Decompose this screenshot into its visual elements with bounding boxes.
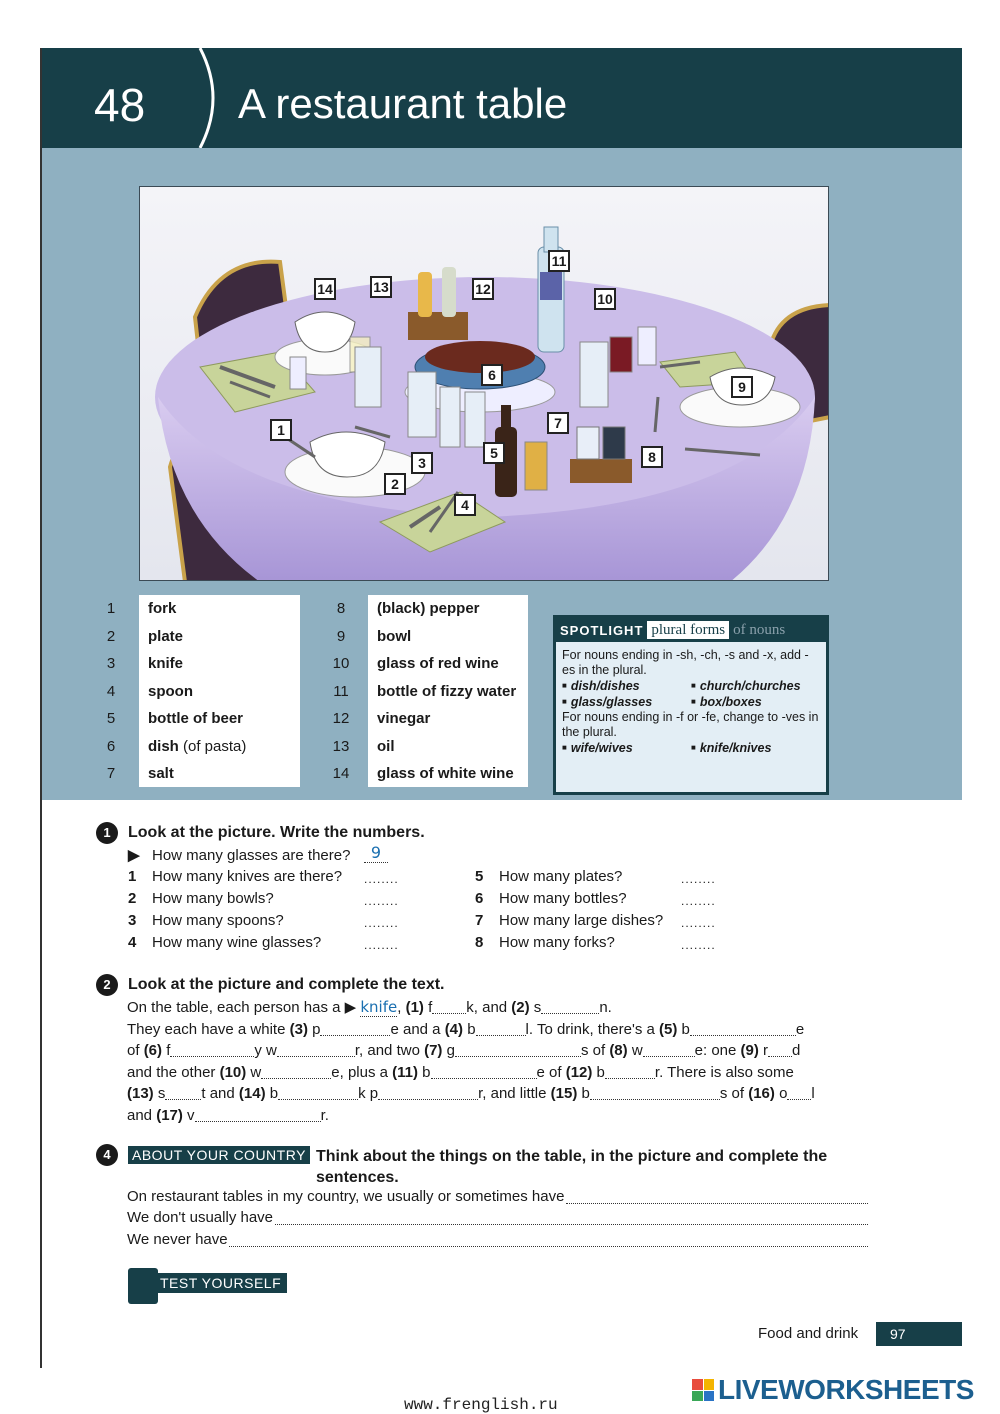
watermark-url: www.frenglish.ru bbox=[404, 1396, 558, 1414]
vocab-number: 14 bbox=[332, 765, 350, 782]
vocab-number: 8 bbox=[336, 600, 346, 617]
answer-blank[interactable]: ........ bbox=[364, 916, 399, 930]
exercise-1-number: 1 bbox=[96, 822, 118, 844]
exercise-1-question bbox=[475, 934, 615, 951]
picture-label-2: 2 bbox=[384, 473, 406, 495]
spotlight-example: ■ box/boxes bbox=[691, 694, 820, 710]
gap-13[interactable] bbox=[165, 1086, 201, 1100]
header-bracket-icon bbox=[192, 48, 232, 148]
exercise-4-number: 4 bbox=[96, 1144, 118, 1166]
vocab-word: oil bbox=[377, 737, 395, 755]
gap-12[interactable] bbox=[605, 1065, 655, 1079]
exercise-4-title-text: Think about the things on the table, in the picture and complete the sentences. bbox=[316, 1148, 828, 1186]
vocab-word: bowl bbox=[377, 627, 412, 645]
vocab-number: 7 bbox=[106, 765, 116, 782]
vocab-word: plate bbox=[148, 627, 184, 645]
picture-label-6: 6 bbox=[481, 364, 503, 386]
question-number: 5 bbox=[475, 868, 484, 885]
exercise-1-example bbox=[128, 846, 350, 864]
exercise-1-question bbox=[475, 912, 663, 929]
spotlight-examples-3 bbox=[562, 740, 820, 756]
vocab-number: 12 bbox=[332, 710, 350, 727]
spotlight-title: plural forms bbox=[647, 621, 729, 639]
question-text: How many forks? bbox=[499, 934, 615, 951]
exercise-2-text: On the table, each person has a ▶ knife, (1) f k, and (2) s n. They each have a white (3) p e and a (4) b l. To drink, there's a (5) b e of (6) f y w r, and two (7) g s of (8) w e: one (9) r d and the other (10) w e, plus a (11) b e of (12) b r. There is also some (13) s t and (14) b k p r, and little (15) b s of (16) o l and (17) v r. bbox=[127, 998, 815, 1124]
exercise-4-answer-3[interactable] bbox=[229, 1246, 868, 1247]
gap-6a[interactable] bbox=[170, 1043, 254, 1057]
picture-label-13: 13 bbox=[370, 276, 392, 298]
picture-label-9: 9 bbox=[731, 376, 753, 398]
question-number: 3 bbox=[128, 912, 137, 929]
question-text: How many spoons? bbox=[152, 912, 284, 929]
gap-8[interactable] bbox=[643, 1043, 695, 1057]
gap-11[interactable] bbox=[431, 1065, 537, 1079]
answer-blank[interactable]: ........ bbox=[364, 938, 399, 952]
picture-label-1: 1 bbox=[270, 419, 292, 441]
picture-label-12: 12 bbox=[472, 278, 494, 300]
gap-14b[interactable] bbox=[378, 1086, 478, 1100]
restaurant-table-illustration bbox=[139, 186, 829, 581]
question-text: How many glasses are there? bbox=[152, 847, 351, 864]
exercise-1-question bbox=[128, 934, 321, 951]
question-number: 1 bbox=[128, 868, 137, 885]
gap-9[interactable] bbox=[768, 1043, 792, 1057]
vocab-word: bottle of beer bbox=[148, 710, 244, 727]
question-text: How many large dishes? bbox=[499, 912, 664, 929]
answer-blank[interactable]: ........ bbox=[364, 894, 399, 908]
vocab-number: 6 bbox=[106, 737, 116, 755]
exercise-1-title: Look at the picture. Write the numbers. bbox=[128, 824, 425, 841]
vocab-word: spoon bbox=[148, 682, 193, 700]
picture-label-8: 8 bbox=[641, 446, 663, 468]
spotlight-box bbox=[553, 615, 829, 795]
exercise-1-question bbox=[128, 890, 274, 907]
exercise-1-question bbox=[475, 868, 622, 885]
gap-7[interactable] bbox=[455, 1043, 581, 1057]
vocab-number: 9 bbox=[336, 627, 346, 645]
question-text: How many bottles? bbox=[499, 890, 627, 907]
spotlight-example: ■ dish/dishes bbox=[562, 678, 691, 694]
vocab-number: 13 bbox=[332, 737, 350, 755]
question-number: 4 bbox=[128, 934, 137, 951]
gap-4[interactable] bbox=[476, 1022, 526, 1036]
vocab-word: dish (of pasta) bbox=[148, 737, 247, 755]
gap-16[interactable] bbox=[787, 1086, 811, 1100]
answer-blank[interactable]: ........ bbox=[681, 872, 716, 886]
exercise-1-question bbox=[128, 868, 342, 885]
question-number: 8 bbox=[475, 934, 484, 951]
vocab-number: 3 bbox=[106, 655, 116, 672]
exercise-4-title bbox=[316, 1146, 846, 1188]
test-yourself-label: TEST YOURSELF bbox=[154, 1273, 287, 1293]
exercise-4-answer-2[interactable] bbox=[275, 1224, 868, 1225]
vocab-number: 4 bbox=[106, 682, 116, 700]
answer-blank[interactable]: ........ bbox=[364, 872, 399, 886]
spotlight-title-faded: of nouns bbox=[733, 621, 786, 638]
play-arrow-icon: ▶ bbox=[128, 847, 140, 864]
exercise-1-question bbox=[475, 890, 627, 907]
spotlight-examples-2 bbox=[562, 694, 820, 710]
footer-section: Food and drink bbox=[758, 1325, 859, 1342]
vocab-number: 11 bbox=[333, 682, 349, 700]
vocab-number: 5 bbox=[106, 710, 116, 727]
exercise-4-line-2: We don't usually have bbox=[127, 1209, 274, 1226]
exercise-2-number: 2 bbox=[96, 974, 118, 996]
spotlight-examples-1 bbox=[562, 678, 820, 694]
picture-label-10: 10 bbox=[594, 288, 616, 310]
question-text: How many knives are there? bbox=[152, 868, 343, 885]
liveworksheets-wordmark: LIVEWORKSHEETS bbox=[718, 1374, 974, 1405]
question-number: 2 bbox=[128, 890, 137, 907]
vocab-word: bottle of fizzy water bbox=[377, 682, 517, 700]
picture-label-14: 14 bbox=[314, 278, 336, 300]
liveworksheets-icon bbox=[692, 1379, 714, 1401]
exercise-1-question bbox=[128, 912, 284, 929]
liveworksheets-logo bbox=[692, 1374, 974, 1406]
spotlight-header bbox=[556, 618, 826, 642]
about-your-country-tag: ABOUT YOUR COUNTRY bbox=[128, 1146, 310, 1164]
answer-blank[interactable]: ........ bbox=[681, 894, 716, 908]
vocab-number: 10 bbox=[332, 655, 350, 672]
vocab-word: glass of white wine bbox=[377, 765, 514, 782]
picture-label-7: 7 bbox=[547, 412, 569, 434]
gap-15[interactable] bbox=[590, 1086, 720, 1100]
spotlight-example: ■ wife/wives bbox=[562, 740, 691, 756]
spotlight-label: SPOTLIGHT bbox=[560, 622, 644, 638]
question-text: How many bowls? bbox=[152, 890, 274, 907]
question-number: 7 bbox=[475, 912, 484, 929]
spotlight-example: ■ glass/glasses bbox=[562, 694, 691, 710]
picture-label-5: 5 bbox=[483, 442, 505, 464]
gap-5[interactable] bbox=[690, 1022, 796, 1036]
unit-number: 48 bbox=[94, 79, 146, 131]
picture-label-4: 4 bbox=[454, 494, 476, 516]
question-text: How many plates? bbox=[499, 868, 623, 885]
gap-14a[interactable] bbox=[278, 1086, 358, 1100]
example-fill: knife bbox=[360, 998, 398, 1016]
vocab-word: knife bbox=[148, 655, 184, 672]
exercise-2-title: Look at the picture and complete the text. bbox=[128, 976, 445, 993]
question-number: 6 bbox=[475, 890, 484, 907]
unit-title: A restaurant table bbox=[238, 80, 568, 127]
unit-header bbox=[42, 48, 962, 148]
gap-1[interactable] bbox=[432, 1000, 466, 1014]
gap-6b[interactable] bbox=[277, 1043, 355, 1057]
spotlight-rule-2: For nouns ending in -f or -fe, change to -ves in the plural. bbox=[562, 710, 819, 739]
vocab-number: 2 bbox=[106, 627, 116, 645]
spotlight-rule-1: For nouns ending in -sh, -ch, -s and -x, add -es in the plural. bbox=[562, 648, 809, 677]
vocab-word: salt bbox=[148, 765, 174, 782]
vocab-word: glass of red wine bbox=[377, 655, 499, 672]
spotlight-body bbox=[556, 642, 826, 762]
gap-17[interactable] bbox=[195, 1108, 321, 1122]
spotlight-example: ■ knife/knives bbox=[691, 740, 820, 756]
vocab-word: vinegar bbox=[377, 710, 431, 727]
vocab-word: fork bbox=[148, 600, 177, 617]
answer-blank[interactable]: ........ bbox=[681, 938, 716, 952]
exercise-4-line-3: We never have bbox=[127, 1231, 228, 1248]
picture-label-3: 3 bbox=[411, 452, 433, 474]
exercise-4-line-1: On restaurant tables in my country, we usually or sometimes have bbox=[127, 1188, 565, 1205]
page-number: 97 bbox=[876, 1322, 962, 1346]
gap-10[interactable] bbox=[261, 1065, 331, 1079]
question-text: How many wine glasses? bbox=[152, 934, 322, 951]
exercise-4-answer-1[interactable] bbox=[566, 1203, 868, 1204]
vocab-word-extra: (of pasta) bbox=[178, 737, 247, 755]
spotlight-example: ■ church/churches bbox=[691, 678, 820, 694]
vocab-number: 1 bbox=[106, 600, 116, 617]
gap-3[interactable] bbox=[320, 1022, 390, 1036]
picture-label-11: 11 bbox=[548, 250, 570, 272]
exercise-1-example-answer: 9 bbox=[364, 843, 388, 863]
answer-blank[interactable]: ........ bbox=[681, 916, 716, 930]
vocab-word: (black) pepper bbox=[377, 600, 480, 617]
gap-2[interactable] bbox=[541, 1000, 599, 1014]
